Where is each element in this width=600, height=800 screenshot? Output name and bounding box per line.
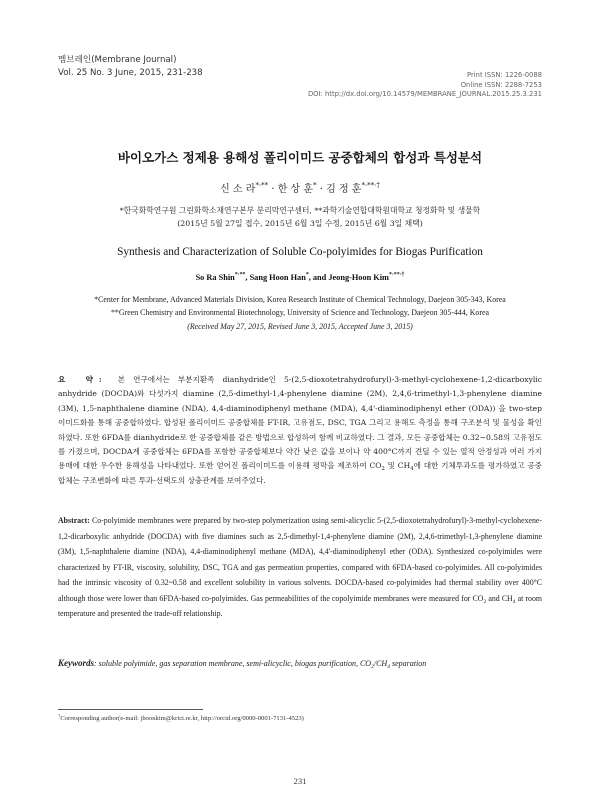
affiliation-english <box>60 293 540 333</box>
author-3-ko-mark: *·**·† <box>361 181 380 190</box>
author-3-en: Jeong-Hoon Kim <box>328 273 389 282</box>
abstract-ko-ch4-sub: 4 <box>410 466 414 473</box>
author-2-en-mark: * <box>305 272 309 279</box>
authors-korean <box>0 180 600 195</box>
online-issn: Online ISSN: 2288-7253 <box>460 80 542 89</box>
issn-block <box>308 71 542 100</box>
keywords-slash: /CH <box>373 659 388 668</box>
print-issn: Print ISSN: 1226-0088 <box>466 71 542 79</box>
keywords-label: Keywords <box>58 658 94 668</box>
footnote-text[interactable]: Corresponding author(e-mail: jhoonkim@krict.re.kr, http://orcid.org/0000-0001-7131-4523) <box>60 715 304 722</box>
author-3-ko: 김 정 훈 <box>326 184 362 195</box>
abstract-en-text-2: at room temperature and presented the trade-off relationship. <box>58 593 543 618</box>
authors-english <box>0 273 600 282</box>
abstract-korean <box>58 373 542 488</box>
author-sep-2: · <box>316 184 327 195</box>
abstract-en-text-1: Co-polyimide membranes were prepared by two-step polymerization using semi-alicyclic 5-(2,5-dioxotetrahydrofuryl)-3-methyl-cyclohexene-1,2-dicarboxylic anhydride (DOCDA) with five diamines such as 2,5-dimethyl-1,4-phenylene diamine (2M), 2,4,6-trimethyl-1,3-phenylene diamine (3M), 1,5-naphthalene diamine (NDA), 4,4-diaminodiphenyl methane (MDA), 4,4'-diaminodiphenyl ether (ODA). Synthesized co-polyimides were characterized by FT-IR, viscosity, solubility, DSC, TGA and gas permeation properties, compared with 6FDA-based co-polyimides. All co-polyimides had the intrinsic viscosity of 0.32~0.58 and excellent solubility in various solvents. DOCDA-based co-polyimides had thermal stability over 400°C although those were lower than 6FDA-based co-polyimides. Gas permeabilities of the copolyimide membranes were measured for <box>58 516 542 603</box>
dates-en: (Received May 27, 2015, Revised June 3, 2015, Accepted June 3, 2015) <box>187 321 413 331</box>
affiliation-korean <box>60 204 540 230</box>
volume-info: Vol. 25 No. 3 June, 2015, 231-238 <box>58 68 203 78</box>
abstract-ko-text-1: 본 연구에서는 부분지환족 dianhydride인 5-(2,5-dioxotetrahydrofuryl)-3-methyl-cyclohexene-1,2-dicarboxylic anhydride (DOCDA)와 다섯가지 diamine (2,5-dimethyl-1,4-phenylene diamine (2M), 2,4,6-trimethyl-1,3-phenylene diamine (3M), 1,5-naphthalene diamine (NDA), 4,4-diaminodiphenyl methane (MDA), 4,4'-diaminodiphenyl ether (ODA)) 을 two-step 이미드화를 통해 공중합하였다. 합성된 폴리이미드 공중합체를 FT-IR, 고유점도, DSC, TGA 그리고 용해도 측정을 통해 구조분석 및 물성을 확인하였다. 또한 6FDA를 dianhydride로 한 공중합체를 같은 방법으로 합성하여 함께 비교하였다. 그 결과, 모든 공중합체는 0.32~0.58의 고유점도를 가졌으며, DOCDA계 공중합체는 6FDA를 포함한 공중합체보다 약간 낮은 값을 보이나 약 400°C까지 견딜 수 있는 열적 안정성과 여러 가지 용매에 대한 우수한 용해성을 나타내었다. 또한 얻어진 폴리이미드를 이용해 평막을 제조하여 <box>58 375 542 471</box>
keywords-text: : soluble polyimide, gas separation membrane, semi-alicyclic, biogas purification, CO <box>94 659 372 668</box>
abstract-en-and: and <box>486 593 502 603</box>
keywords <box>58 658 542 668</box>
abstract-en-co2: CO <box>472 593 484 603</box>
author-1-ko: 신 소 라 <box>220 184 256 195</box>
author-en-and: , and <box>308 273 329 282</box>
abstract-en-co2-sub: 2 <box>483 598 487 605</box>
dates-ko: (2015년 5월 27일 접수, 2015년 6월 3일 수정, 2015년 6월 3일 채택) <box>177 219 423 228</box>
abstract-ko-and: 및 <box>384 461 398 471</box>
affiliation-ko-line-1: *한국화학연구원 그린화학소재연구본부 분리막연구센터, **과학기술연합대학원대학교 청정화학 및 생물학 <box>119 206 481 215</box>
abstract-ko-label: 요 약: <box>58 375 108 384</box>
author-1-en: So Ra Shin <box>195 273 235 282</box>
title-english: Synthesis and Characterization of Soluble Co-polyimides for Biogas Purification <box>117 246 483 258</box>
affiliation-en-line-2: **Green Chemistry and Environmental Biotechnology, University of Science and Technology, Daejeon 305-444, Korea <box>110 308 490 318</box>
abstract-en-ch4: CH <box>501 593 513 603</box>
abstract-ko-text-2: 에 대한 기체투과도를 평가하였고 공중합체는 구조변화에 따른 투과-선택도의 상충관계를 보여주었다. <box>58 461 542 485</box>
doi-link[interactable]: DOI: http://dx.doi.org/10.14579/MEMBRANE_JOURNAL.2015.25.3.231 <box>307 90 542 98</box>
keywords-tail: separation <box>390 659 427 668</box>
keywords-sub-2: 4 <box>387 664 391 670</box>
page-number: 231 <box>293 776 307 786</box>
title-korean: 바이오가스 정제용 용해성 폴리이미드 공중합체의 합성과 특성분석 <box>117 150 483 165</box>
corresponding-author-footnote <box>58 712 542 722</box>
author-3-en-mark: *·**·† <box>388 272 405 279</box>
author-1-ko-mark: *·** <box>255 181 269 190</box>
abstract-ko-co2-sub: 2 <box>381 466 385 473</box>
affiliation-en-line-1: *Center for Membrane, Advanced Materials Division, Korea Research Institute of Chemical Technology, Daejeon 305-343, Korea <box>94 295 506 304</box>
dagger-mark: † <box>58 712 61 718</box>
author-2-ko-mark: * <box>313 181 317 190</box>
abstract-ko-co2: CO <box>369 461 382 471</box>
keywords-sub-1: 2 <box>371 664 374 670</box>
abstract-ko-ch4: CH <box>397 461 411 471</box>
journal-name: 멤브레인(Membrane Journal) <box>58 55 177 65</box>
author-2-en: Sang Hoon Han <box>249 273 306 282</box>
author-2-ko: 한 상 훈 <box>277 184 314 195</box>
author-1-en-mark: *·** <box>234 272 246 279</box>
journal-header <box>58 54 203 80</box>
abstract-en-ch4-sub: 4 <box>512 598 516 605</box>
abstract-english <box>58 513 542 622</box>
abstract-en-label: Abstract: <box>58 516 90 525</box>
author-sep-1: · <box>268 184 278 195</box>
footnote-divider <box>58 709 203 710</box>
author-en-sep: , <box>245 273 250 282</box>
